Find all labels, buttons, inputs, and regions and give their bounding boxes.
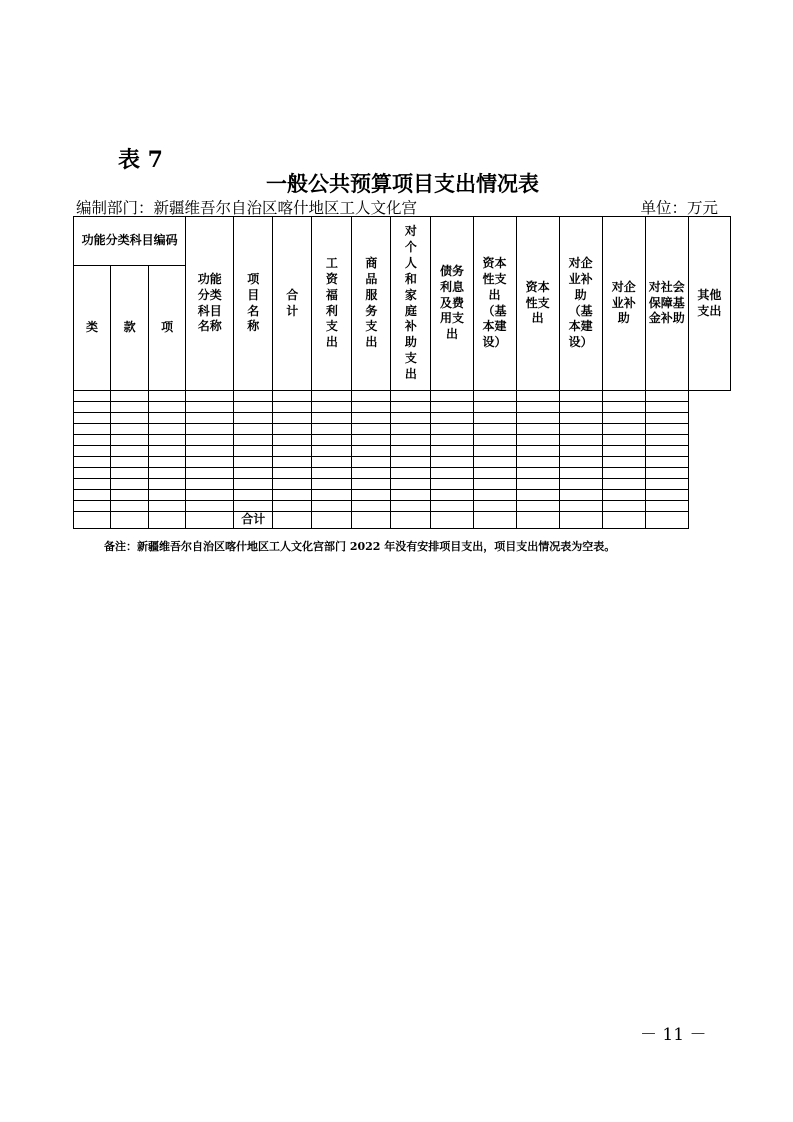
department-label: 编制部门：新疆维吾尔自治区喀什地区工人文化宫 bbox=[76, 199, 418, 217]
table-row bbox=[74, 446, 731, 457]
total-label: 合计 bbox=[234, 512, 273, 529]
header-capital-construction: 资本性支出（基本建设） bbox=[473, 217, 516, 391]
table-row bbox=[74, 391, 731, 402]
project-expenditure-table bbox=[73, 216, 731, 529]
header-other: 其他支出 bbox=[688, 217, 730, 391]
table-row bbox=[74, 457, 731, 468]
header-class: 类 bbox=[74, 266, 111, 391]
header-item: 项 bbox=[149, 266, 186, 391]
header-capital: 资本性支出 bbox=[516, 217, 559, 391]
header-section: 款 bbox=[111, 266, 149, 391]
table-row bbox=[74, 424, 731, 435]
header-goods-services: 商品服务支出 bbox=[352, 217, 391, 391]
table-row bbox=[74, 479, 731, 490]
table-row bbox=[74, 490, 731, 501]
meta-row bbox=[76, 196, 718, 218]
header-function-code: 功能分类科目编码 bbox=[74, 217, 186, 266]
footnote: 备注：新疆维吾尔自治区喀什地区工人文化宫部门 2022 年没有安排项目支出，项目支出情况表为空表。 bbox=[104, 540, 616, 553]
page-number: － 11 － bbox=[640, 1025, 707, 1045]
header-personal-subsidy: 对个人和家庭补助支出 bbox=[391, 217, 431, 391]
table-row bbox=[74, 402, 731, 413]
table-row bbox=[74, 468, 731, 479]
table-label: 表 7 bbox=[118, 147, 163, 173]
header-project-name: 项目名称 bbox=[234, 217, 273, 391]
table-row bbox=[74, 435, 731, 446]
unit-label: 单位：万元 bbox=[640, 199, 718, 217]
table-row bbox=[74, 501, 731, 512]
header-wages: 工资福利支出 bbox=[312, 217, 352, 391]
page-title: 一般公共预算项目支出情况表 bbox=[266, 171, 539, 196]
header-enterprise-construction: 对企业补助（基本建设） bbox=[559, 217, 602, 391]
total-row bbox=[74, 512, 731, 529]
header-debt-interest: 债务利息及费用支出 bbox=[431, 217, 473, 391]
table-row bbox=[74, 413, 731, 424]
header-function-name: 功能分类科目名称 bbox=[186, 217, 234, 391]
header-social-security: 对社会保障基金补助 bbox=[645, 217, 688, 391]
header-total: 合计 bbox=[273, 217, 312, 391]
header-enterprise-subsidy: 对企业补助 bbox=[602, 217, 645, 391]
